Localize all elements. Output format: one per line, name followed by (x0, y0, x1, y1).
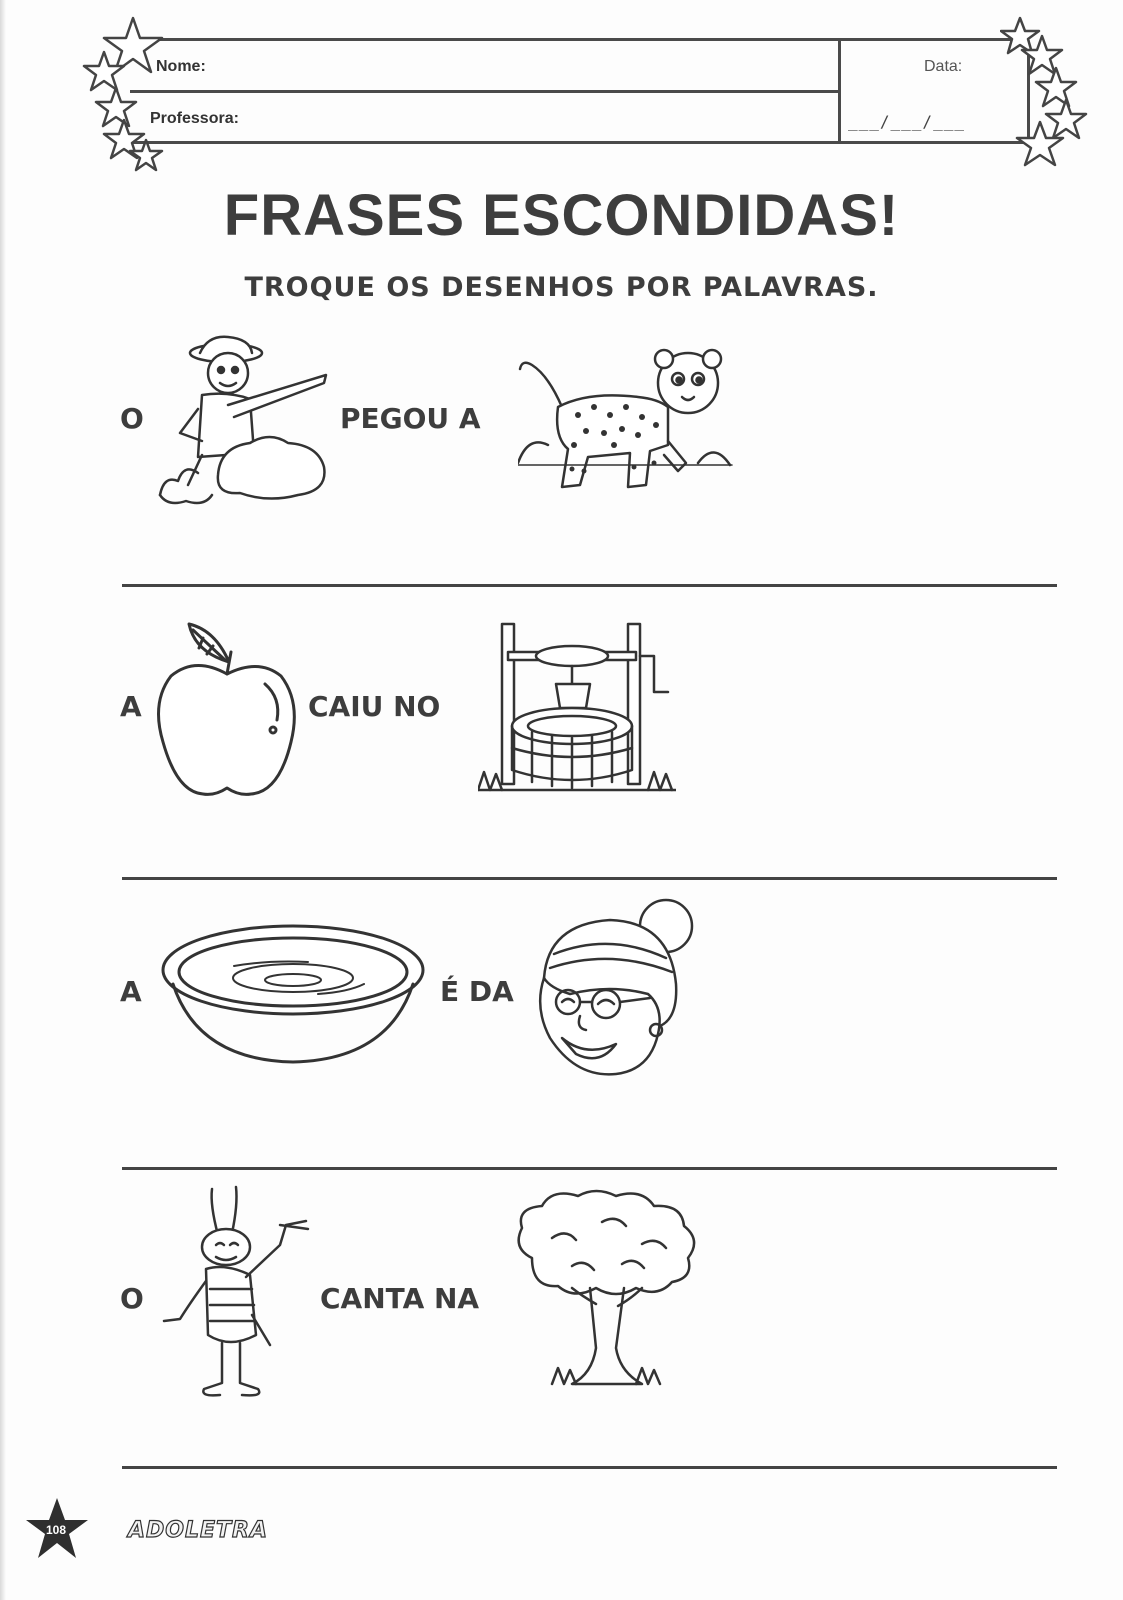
header-divider (838, 38, 841, 144)
sentence-1-word-1: O (120, 402, 144, 435)
date-blank: ___/___/___ (848, 112, 965, 131)
leopard-picture (518, 345, 733, 505)
sentence-4-word-1: O (120, 1282, 144, 1315)
well-picture (478, 622, 676, 802)
hunter-picture (158, 335, 328, 510)
page-number: 108 (45, 1523, 67, 1537)
sentence-3-word-2: É DA (440, 975, 514, 1008)
sentence-2-word-2: CAIU NO (308, 690, 441, 723)
page-subtitle: TROQUE OS DESENHOS POR PALAVRAS. (244, 272, 879, 303)
name-label: Nome: (156, 58, 206, 75)
sentence-1-word-2: PEGOU A (340, 402, 481, 435)
answer-line-4 (122, 1466, 1057, 1469)
sentence-2-word-1: A (120, 690, 142, 723)
page-title: FRASES ESCONDIDAS! (223, 183, 900, 248)
apple-picture (155, 622, 300, 802)
name-row (130, 41, 838, 93)
left-stars-icon (78, 14, 173, 174)
answer-line-2 (122, 877, 1057, 880)
teacher-label: Professora: (150, 110, 239, 127)
answer-line-1 (122, 584, 1057, 587)
right-stars-icon (1000, 12, 1110, 177)
answer-line-3 (122, 1167, 1057, 1170)
grandmother-picture (530, 898, 702, 1080)
sentence-3-word-1: A (120, 975, 142, 1008)
sentence-4-word-2: CANTA NA (320, 1282, 480, 1315)
date-label: Data: (924, 58, 963, 75)
tree-picture (512, 1188, 702, 1393)
brand-logo: ADOLETRA (128, 1518, 269, 1543)
cricket-picture (160, 1185, 312, 1397)
basin-picture (158, 920, 428, 1070)
